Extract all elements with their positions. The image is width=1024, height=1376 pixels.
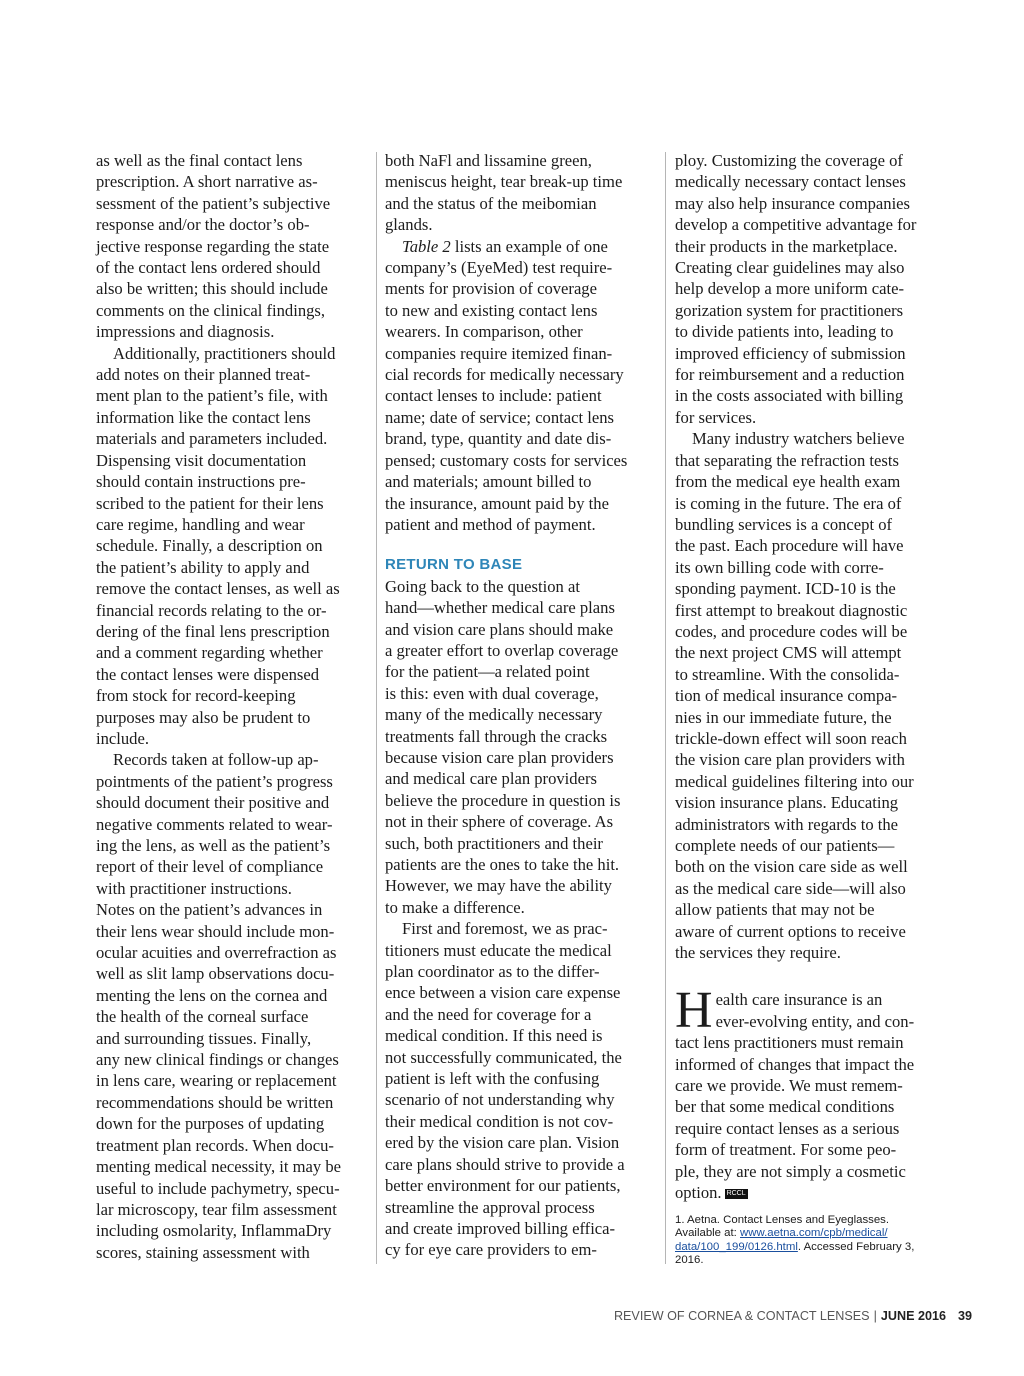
text-line: because vision care plan providers — [385, 747, 614, 767]
column-divider — [665, 152, 666, 1264]
text-line: purposes may also be prudent to — [96, 707, 311, 727]
column-2 — [385, 150, 660, 1261]
text-line: sponding payment. ICD-10 is the — [675, 579, 896, 599]
text-line: sessment of the patient’s subjective — [96, 193, 331, 213]
text-line: both NaFl and lissamine green, — [385, 151, 592, 170]
text-line: Notes on the patient’s advances in — [96, 900, 323, 920]
text-line: vision insurance plans. Educating — [675, 793, 899, 813]
text-line — [385, 236, 660, 257]
text-line: jective response regarding the state — [96, 236, 330, 256]
publication-name: REVIEW OF CORNEA & CONTACT LENSES — [613, 1309, 870, 1323]
text-line: not successfully communicated, the — [385, 1047, 622, 1067]
text-line: their products in the marketplace. — [675, 236, 898, 256]
text-line: administrators with regards to the — [675, 814, 899, 834]
table-reference: Table 2 — [402, 236, 451, 256]
text-line: and the status of the meibomian — [385, 193, 597, 213]
text-line: treatments fall through the cracks — [385, 726, 608, 746]
text-line: may also help insurance companies — [675, 193, 911, 213]
column-1 — [96, 150, 370, 1263]
text-line: for the patient—a related point — [385, 662, 590, 682]
text-line: better environment for our patients, — [385, 1176, 621, 1196]
text-line: care we provide. We must remem- — [675, 1076, 903, 1096]
text-line: ocular acuities and overrefraction as — [96, 943, 337, 963]
text-line: meniscus height, tear break-up time — [385, 172, 623, 192]
text-line: companies require itemized finan- — [385, 343, 613, 363]
reference-link[interactable]: data/100_199/0126.html — [675, 1240, 798, 1253]
text-line: is coming in the future. The era of — [675, 493, 902, 513]
closing-paragraph — [675, 982, 950, 1203]
text-line: many of the medically necessary — [385, 705, 603, 725]
footnote-line — [675, 1241, 950, 1255]
text-line: trickle-down effect will soon reach — [675, 728, 907, 748]
footnote-text: . Accessed February 3, — [797, 1240, 915, 1253]
footnote-text: Available at: — [675, 1227, 741, 1240]
text-line: report of their level of compliance — [96, 857, 324, 877]
reference-link[interactable]: www.aetna.com/cpb/medical/ — [740, 1227, 888, 1240]
text-line: also be written; this should include — [96, 279, 328, 299]
footer-separator: | — [873, 1309, 877, 1323]
text-line: first attempt to breakout diagnostic — [675, 600, 908, 620]
page-footer — [614, 1309, 972, 1323]
text-line: ered by the vision care plan. Vision — [385, 1133, 620, 1153]
text-line: and materials; amount billed to — [385, 472, 592, 492]
text-line: for reimbursement and a reduction — [675, 365, 905, 385]
text-line: aware of current options to receive — [675, 921, 906, 941]
text-line: menting the lens on the cornea and — [96, 985, 328, 1005]
text-line: complete needs of our patients— — [675, 836, 895, 855]
text-line: tact lens practitioners must remain — [675, 1033, 904, 1053]
text-line: treatment plan records. When docu- — [96, 1135, 334, 1155]
text-line: Creating clear guidelines may also — [675, 258, 905, 278]
column-divider — [376, 152, 377, 1264]
text-line: useful to include pachymetry, specu- — [96, 1178, 340, 1198]
text-line: care plans should strive to provide a — [385, 1154, 625, 1174]
page-number: 39 — [957, 1309, 972, 1323]
text-line: is this: even with dual coverage, — [385, 683, 599, 703]
text-line: should document their positive and — [96, 793, 330, 813]
text-line: Many industry watchers believe — [692, 429, 905, 449]
text-line: help develop a more uniform cate- — [675, 279, 904, 299]
text-line: titioners must educate the medical — [385, 940, 612, 960]
text-line: from the medical eye health exam — [675, 472, 901, 492]
text-line: ploy. Customizing the coverage of — [675, 151, 903, 170]
text-line: financial records relating to the or- — [96, 600, 327, 620]
text-line: the insurance, amount paid by the — [385, 493, 609, 513]
column-3 — [675, 150, 950, 1268]
text-line: brand, type, quantity and date dis- — [385, 429, 612, 449]
footnote-line — [675, 1227, 950, 1241]
text-line: from stock for record-keeping — [96, 686, 296, 706]
text-line: not in their sphere of coverage. As — [385, 812, 614, 832]
text-line: patient and method of payment. — [385, 514, 596, 534]
text-line: scenario of not understanding why — [385, 1090, 615, 1110]
text-line: and medical care plan providers — [385, 769, 597, 789]
text-line: as well as the final contact lens — [96, 151, 303, 170]
text-line: medical condition. If this need is — [385, 1026, 603, 1046]
text-line: ments for provision of coverage — [385, 279, 597, 299]
text-line: scores, staining assessment with — [96, 1242, 310, 1262]
text-line: improved efficiency of submission — [675, 343, 906, 363]
text-line: tion of medical insurance compa- — [675, 686, 898, 706]
issue-date: JUNE 2016 — [880, 1309, 946, 1323]
text-line: Going back to the question at — [385, 576, 580, 596]
text-line: and vision care plans should make — [385, 619, 614, 639]
text-line: believe the procedure in question is — [385, 790, 621, 810]
text-line: scribed to the patient for their lens — [96, 493, 324, 513]
text-line: However, we may have the ability — [385, 876, 612, 896]
text-line: and surrounding tissues. Finally, — [96, 1028, 312, 1048]
text-line: to make a difference. — [385, 897, 525, 917]
text-line: glands. — [385, 215, 433, 235]
text-line: to streamline. With the consolida- — [675, 664, 900, 684]
text-line: the past. Each procedure will have — [675, 536, 904, 556]
text-line: include. — [96, 728, 149, 748]
text-line: medically necessary contact lenses — [675, 172, 906, 192]
text-line: the contact lenses were dispensed — [96, 664, 320, 684]
text-line: ment plan to the patient’s file, with — [96, 386, 328, 406]
text-line: First and foremost, we as prac- — [402, 919, 608, 939]
footnote — [675, 1214, 950, 1268]
text-line: the services they require. — [675, 943, 841, 963]
text-line: pointments of the patient’s progress — [96, 771, 333, 791]
text-line: that separating the refraction tests — [675, 450, 899, 470]
text-line: and a comment regarding whether — [96, 643, 323, 663]
text-line: streamline the approval process — [385, 1197, 595, 1217]
text-line: impressions and diagnosis. — [96, 322, 275, 342]
text-line: require contact lenses as a serious — [675, 1118, 900, 1138]
text-line: including osmolarity, InflammaDry — [96, 1221, 332, 1241]
text-line: patients are the ones to take the hit. — [385, 855, 620, 874]
text-line: ing the lens, as well as the patient’s — [96, 836, 331, 855]
text-line: Additionally, practitioners should — [113, 343, 336, 363]
text-line: add notes on their planned treat- — [96, 365, 311, 385]
text-line: menting medical necessity, it may be — [96, 1157, 341, 1177]
text-line: and the need for coverage for a — [385, 1004, 592, 1024]
text-line: company’s (EyeMed) test require- — [385, 258, 613, 278]
text-line: prescription. A short narrative as- — [96, 172, 318, 192]
text-line: nies in our immediate future, the — [675, 707, 892, 727]
footnote-line: 2016. — [675, 1254, 704, 1267]
text-line: their lens wear should include mon- — [96, 921, 335, 941]
drop-cap: H — [675, 982, 713, 1040]
text-line: ence between a vision care expense — [385, 983, 621, 1003]
text-line: to new and existing contact lens — [385, 300, 598, 320]
text-line: a greater effort to overlap coverage — [385, 640, 619, 660]
text-line: informed of changes that impact the — [675, 1054, 915, 1074]
text-line: care regime, handling and wear — [96, 514, 305, 534]
text-line: should contain instructions pre- — [96, 472, 306, 492]
text-line: of the contact lens ordered should — [96, 258, 321, 278]
end-mark-logo: RCCL — [726, 1190, 746, 1198]
text-line: ple, they are not simply a cosmetic — [675, 1161, 906, 1181]
text-line: their medical condition is not cov- — [385, 1111, 614, 1131]
text-line: its own billing code with corre- — [675, 557, 884, 577]
text-line: form of treatment. For some peo- — [675, 1140, 897, 1160]
section-heading: RETURN TO BASE — [385, 556, 523, 574]
text-line: cy for eye care providers to em- — [385, 1240, 597, 1260]
text-line: materials and parameters included. — [96, 429, 328, 449]
footnote-line: 1. Aetna. Contact Lenses and Eyeglasses. — [675, 1213, 890, 1226]
text-line: cial records for medically necessary — [385, 365, 624, 385]
text-line: Records taken at follow-up ap- — [113, 750, 319, 770]
text-line: as the medical care side—will also — [675, 878, 906, 898]
text-line: comments on the clinical findings, — [96, 300, 326, 320]
text-line: with practitioner instructions. — [96, 878, 292, 898]
text-line: codes, and procedure codes will be — [675, 621, 908, 641]
text-line: contact lenses to include: patient — [385, 386, 602, 406]
text-line: pensed; customary costs for services — [385, 450, 628, 470]
text-fragment: option. — [675, 1183, 722, 1203]
text-line: the next project CMS will attempt — [675, 643, 902, 663]
text-line: allow patients that may not be — [675, 900, 875, 920]
text-line: name; date of service; contact lens — [385, 407, 614, 427]
text-line: well as slit lamp observations docu- — [96, 964, 335, 984]
text-line: gorization system for practitioners — [675, 300, 904, 320]
text-line: Dispensing visit documentation — [96, 450, 307, 470]
text-line: response and/or the doctor’s ob- — [96, 215, 310, 235]
text-line: any new clinical findings or changes — [96, 1050, 339, 1070]
text-line: ever-evolving entity, and con- — [715, 1011, 915, 1031]
text-line: the health of the corneal surface — [96, 1007, 309, 1027]
text-line: negative comments related to wear- — [96, 814, 333, 834]
text-line: hand—whether medical care plans — [385, 598, 615, 618]
text-line: the patient’s ability to apply and — [96, 557, 310, 577]
text-line: both on the vision care side as well — [675, 857, 908, 877]
text-line: medical guidelines filtering into our — [675, 771, 914, 791]
text-line: patient is left with the confusing — [385, 1069, 600, 1089]
text-line: in lens care, wearing or replacement — [96, 1071, 337, 1091]
text-line: the vision care plan providers with — [675, 750, 905, 770]
text-line: down for the purposes of updating — [96, 1114, 325, 1134]
text-line: bundling services is a concept of — [675, 514, 893, 534]
text-line: dering of the final lens prescription — [96, 621, 330, 641]
text-line: schedule. Finally, a description on — [96, 536, 323, 556]
text-line: information like the contact lens — [96, 407, 311, 427]
text-line: wearers. In comparison, other — [385, 322, 583, 342]
text-line: develop a competitive advantage for — [675, 215, 917, 235]
text-line: and create improved billing effica- — [385, 1218, 616, 1238]
text-line: ealth care insurance is an — [715, 990, 883, 1010]
text-line: plan coordinator as to the differ- — [385, 962, 600, 982]
text-line — [675, 1182, 950, 1203]
text-fragment: lists an example of one — [450, 236, 608, 256]
text-line: lar microscopy, tear film assessment — [96, 1199, 337, 1219]
text-line: for services. — [675, 407, 757, 427]
text-line: recommendations should be written — [96, 1092, 334, 1112]
text-line: such, both practitioners and their — [385, 833, 603, 853]
text-line: ber that some medical conditions — [675, 1097, 895, 1117]
text-line: in the costs associated with billing — [675, 386, 904, 406]
text-line: to divide patients into, leading to — [675, 322, 894, 342]
text-line: remove the contact lenses, as well as — [96, 579, 340, 599]
